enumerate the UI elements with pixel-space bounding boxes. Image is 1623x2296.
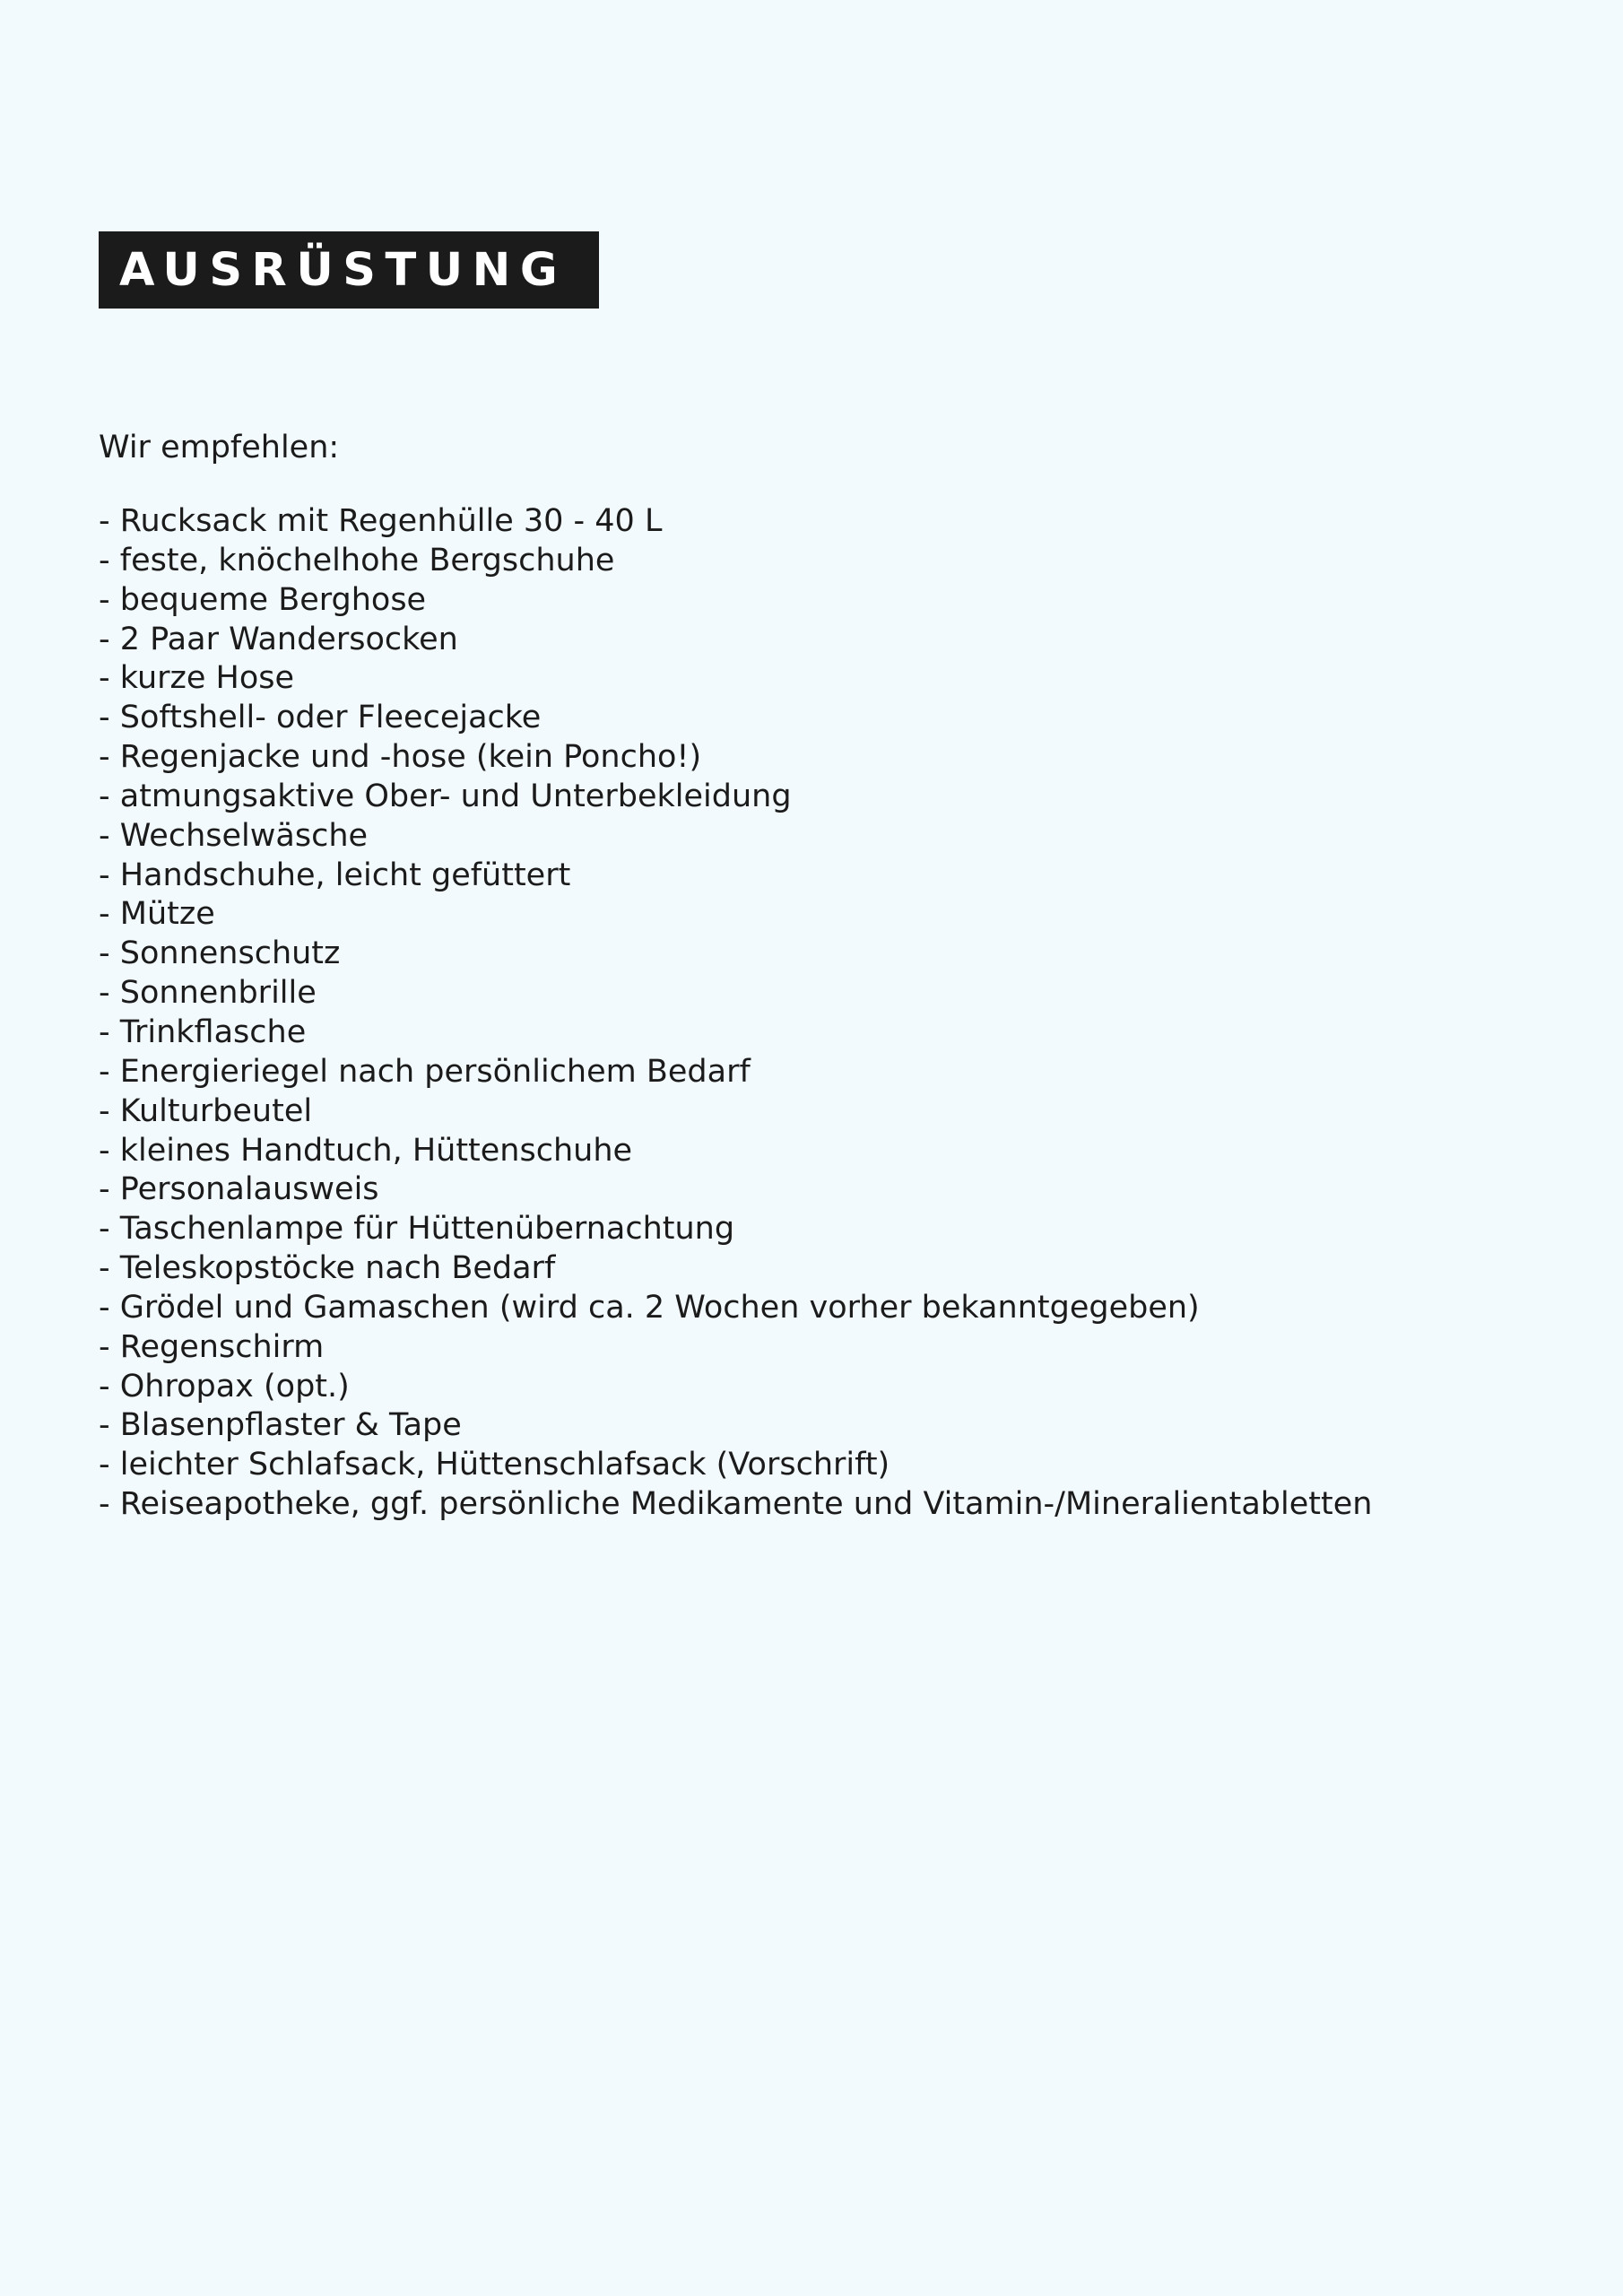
list-item: - Ohropax (opt.) xyxy=(99,1368,350,1405)
list-item: - leichter Schlafsack, Hüttenschlafsack (Vorschrift) xyxy=(99,1447,890,1483)
list-item: - Reiseapotheke, ggf. persönliche Medikamente und Vitamin-/Mineralientabletten xyxy=(99,1486,1373,1523)
list-item: - Handschuhe, leicht gefüttert xyxy=(99,857,571,893)
section-title-box xyxy=(99,231,599,309)
list-item: - Trinkflasche xyxy=(99,1013,307,1050)
list-item: - bequeme Berghose xyxy=(99,581,427,618)
list-item: - Regenschirm xyxy=(99,1328,325,1365)
list-item: - Energieriegel nach persönlichem Bedarf xyxy=(99,1053,751,1090)
section-title: AUSRÜSTUNG xyxy=(119,243,568,297)
list-item: - Kulturbeutel xyxy=(99,1092,313,1129)
list-item: - Wechselwäsche xyxy=(99,817,369,854)
list-item: - atmungsaktive Ober- und Unterbekleidung xyxy=(99,778,792,814)
list-item: - kleines Handtuch, Hüttenschuhe xyxy=(99,1132,633,1169)
list-item: - Mütze xyxy=(99,896,215,933)
list-item: - Blasenpflaster & Tape xyxy=(99,1407,462,1444)
equipment-list xyxy=(99,502,1372,1525)
list-item: - Regenjacke und -hose (kein Poncho!) xyxy=(99,739,702,776)
list-item: - feste, knöchelhohe Bergschuhe xyxy=(99,542,615,578)
list-item: - 2 Paar Wandersocken xyxy=(99,621,458,657)
intro-text: Wir empfehlen: xyxy=(99,430,340,465)
list-item: - Teleskopstöcke nach Bedarf xyxy=(99,1250,556,1287)
list-item: - Sonnenschutz xyxy=(99,935,341,972)
list-item: - Personalausweis xyxy=(99,1171,379,1208)
list-item: - Grödel und Gamaschen (wird ca. 2 Wochen vorher bekanntgegeben) xyxy=(99,1289,1200,1326)
list-item: - kurze Hose xyxy=(99,660,295,697)
list-item: - Rucksack mit Regenhülle 30 - 40 L xyxy=(99,503,663,539)
list-item: - Taschenlampe für Hüttenübernachtung xyxy=(99,1211,735,1248)
list-item: - Softshell- oder Fleecejacke xyxy=(99,700,542,736)
list-item: - Sonnenbrille xyxy=(99,975,317,1012)
